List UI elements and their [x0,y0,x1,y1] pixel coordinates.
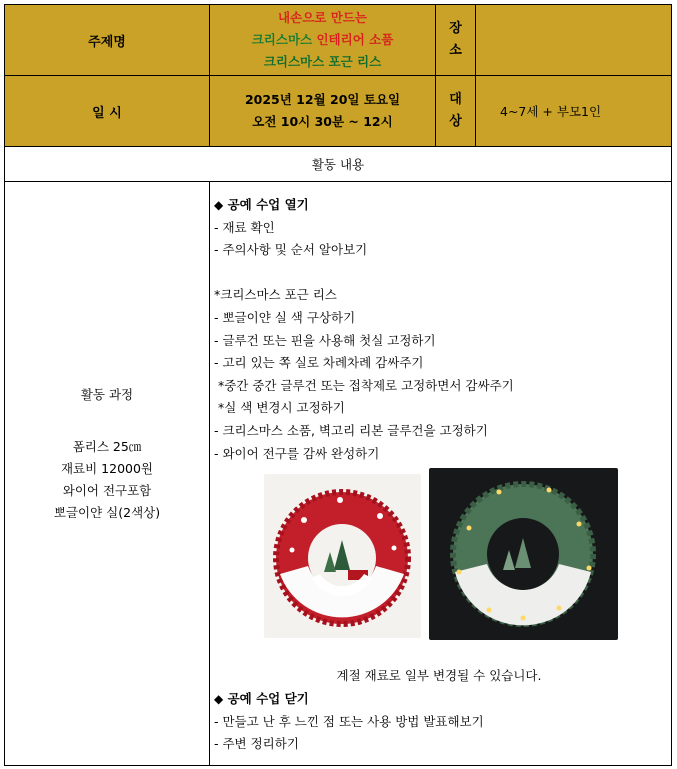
list-item: *중간 중간 글루건 또는 접착제로 고정하면서 감싸주기 [214,377,514,393]
material-item: 재료비 12000원 [60,460,154,476]
title-line2-b: 인테리어 소품 [316,32,394,47]
diamond-bullet-icon: ◆ [214,692,224,706]
list-item: - 와이어 전구를 감싸 완성하기 [214,445,380,461]
date-label: 일 시 [92,105,122,121]
place-label [436,5,475,75]
divider [209,181,210,765]
left-column [5,182,209,765]
list-item: - 글루건 또는 핀을 사용해 첫실 고정하기 [214,332,436,348]
activity-content [214,194,664,465]
topic-title [210,5,435,75]
close-heading-text: 공예 수업 닫기 [227,691,309,706]
title-line1-a: 내손으로 [278,10,327,25]
photo-left [264,474,421,638]
list-item: - 만들고 난 후 느낀 점 또는 사용 방법 발표해보기 [214,713,484,729]
list-item: - 주의사항 및 순서 알아보기 [214,242,368,258]
list-item: - 고리 있는 쪽 실로 차례차례 감싸주기 [214,355,424,371]
list-item: - 뽀글이얀 실 색 구상하기 [214,309,356,325]
target-value: 4~7세 + 부모1인 [500,104,602,119]
notice-text: 계절 재료로 일부 변경될 수 있습니다. [336,668,542,683]
photo-right [429,468,618,640]
closing-content [214,688,664,756]
list-item: - 재료 확인 [214,219,275,235]
wreath-title: *크리스마스 포근 리스 [214,287,337,303]
title-line3: 크리스마스 포근 리스 [263,54,382,69]
list-item: - 주변 정리하기 [214,736,299,752]
title-line1-b: 만드는 [330,10,367,25]
list-item: - 크리스마스 소품, 벽고리 리본 글루건을 고정하기 [214,422,488,438]
date-line1: 2025년 12월 20일 토요일 [244,92,401,107]
process-label: 활동 과정 [80,386,134,402]
title-line2-a: 크리스마스 [251,32,313,47]
place-label-text: 장소 [449,21,462,58]
target-label-text: 대상 [449,92,462,129]
date-line2: 오전 10시 30분 ~ 12시 [252,114,393,129]
material-item: 와이어 전구포함 [62,482,152,498]
section-title: 활동 내용 [311,157,365,172]
place-value [476,5,671,75]
list-item: *실 색 변경시 고정하기 [214,400,345,416]
open-heading [214,194,664,217]
close-heading [214,688,664,711]
material-item: 폼리스 25㎝ [72,438,142,454]
diamond-bullet-icon: ◆ [214,198,224,212]
open-heading-text: 공예 수업 열기 [227,197,309,212]
date-value [210,76,435,146]
topic-label: 주제명 [88,34,126,50]
target-label [436,76,475,146]
material-item: 뽀글이얀 실(2색상) [53,504,161,520]
